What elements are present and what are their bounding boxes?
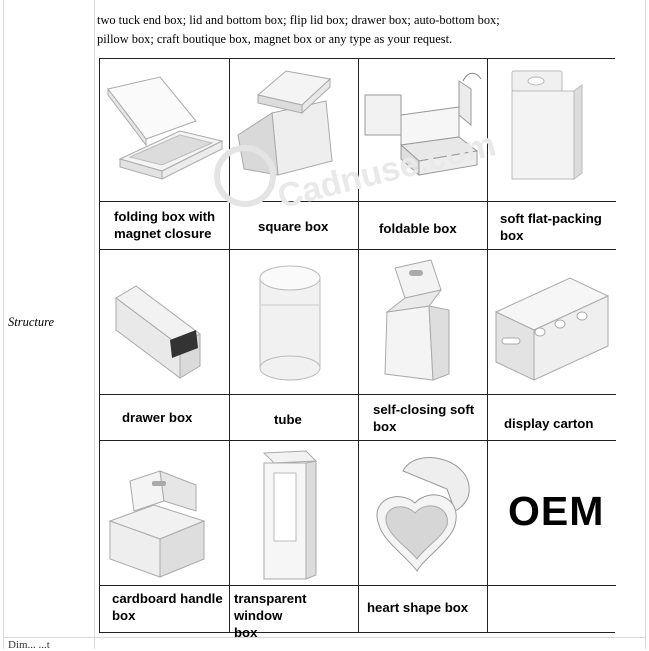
image-cell-heart-box xyxy=(359,441,488,586)
image-cell-tube xyxy=(230,250,359,395)
caption-foldable-box: foldable box xyxy=(379,221,457,236)
caption-tube: tube xyxy=(274,412,302,427)
image-cell-window-box xyxy=(230,441,359,586)
row-label-structure: Structure xyxy=(8,315,55,329)
image-cell-self-closing-box xyxy=(359,250,488,395)
frame-left xyxy=(3,0,4,649)
image-cell-handle-box xyxy=(100,441,230,586)
caption-cell xyxy=(230,586,359,640)
watermark xyxy=(205,110,565,220)
caption-cell xyxy=(359,586,488,632)
caption-cell-empty xyxy=(488,586,616,632)
caption-window-box: transparent window box xyxy=(234,591,307,640)
intro-line-1: two tuck end box; lid and bottom box; flip lid box; drawer box; auto-bottom box; xyxy=(97,13,500,27)
caption-cell xyxy=(100,395,230,441)
image-cell-drawer-box xyxy=(100,250,230,395)
caption-cell xyxy=(488,395,616,441)
self-closing-box-icon xyxy=(359,250,486,393)
caption-cell xyxy=(230,395,359,441)
drawer-box-icon xyxy=(100,250,228,393)
caption-self-closing-box: self-closing soft box xyxy=(373,402,475,434)
intro-text xyxy=(97,11,637,49)
caption-cell xyxy=(100,586,230,632)
caption-drawer-box: drawer box xyxy=(122,410,193,425)
image-cell-display-carton xyxy=(488,250,616,395)
intro-line-2: pillow box; craft boutique box, magnet box or any type as your request. xyxy=(97,32,453,46)
caption-flat-packing-box: soft flat-packing box xyxy=(500,211,602,243)
footer-cutoff: Dim... ...t xyxy=(8,639,50,651)
caption-cell xyxy=(359,395,488,441)
frame-right xyxy=(645,0,646,649)
caption-handle-box: cardboard handle box xyxy=(112,591,223,623)
caption-heart-box: heart shape box xyxy=(367,600,469,615)
display-carton-icon xyxy=(488,250,614,393)
caption-square-box: square box xyxy=(258,219,329,234)
image-cell-oem xyxy=(488,441,616,586)
tube-icon xyxy=(230,250,357,393)
window-box-icon xyxy=(230,441,357,584)
caption-magnet-box: folding box with magnet closure xyxy=(114,209,216,241)
svg-text:Cadnuse.com: Cadnuse.com xyxy=(273,125,500,217)
heart-box-icon xyxy=(359,441,486,584)
frame-divider xyxy=(94,0,95,649)
handle-box-icon xyxy=(100,441,228,584)
caption-display-carton: display carton xyxy=(504,416,594,431)
oem-text: OEM xyxy=(508,488,605,534)
